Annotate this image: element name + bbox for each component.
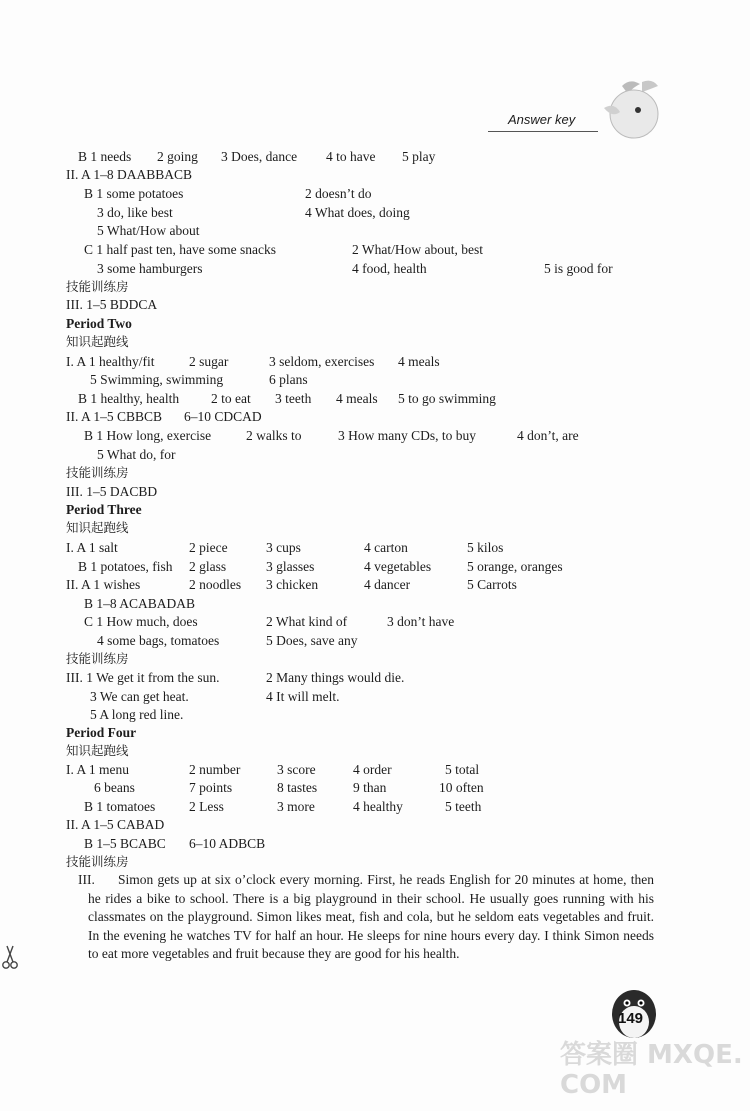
answer-item: III. 1–5 BDDCA (66, 297, 158, 312)
subsection-heading: 技能训练房 (66, 279, 129, 294)
answer-item: 6 plans (269, 372, 308, 387)
answer-item: 5 Carrots (467, 577, 517, 592)
answer-item: 3 cups (266, 540, 301, 555)
answer-item: 6 beans (94, 780, 135, 795)
answer-item: 2 noodles (189, 577, 242, 592)
answer-item: I. A 1 salt (66, 540, 118, 555)
answer-item: 3 more (277, 799, 315, 814)
answer-item: B 1 How long, exercise (84, 428, 212, 443)
answer-item: B 1 needs (78, 149, 132, 164)
answer-item: 3 glasses (266, 559, 315, 574)
answer-item: 4 order (353, 762, 392, 777)
header-decoration (600, 78, 662, 153)
answer-item: 4 to have (326, 149, 376, 164)
answer-item: 3 do, like best (97, 205, 173, 220)
answer-item: 4 meals (398, 354, 440, 369)
answer-item: II. A 1–5 CBBCB (66, 409, 163, 424)
answer-item: 9 than (353, 780, 387, 795)
answer-item: 4 It will melt. (266, 689, 340, 704)
subsection-heading: 知识起跑线 (66, 334, 129, 349)
answer-item: 3 chicken (266, 577, 319, 592)
answer-item: II. A 1–8 DAABBACB (66, 167, 193, 182)
answer-item: C 1 half past ten, have some snacks (84, 242, 276, 257)
answer-item: 4 meals (336, 391, 378, 406)
answer-item: 10 often (439, 780, 484, 795)
answer-key-heading: Answer key (508, 112, 576, 127)
answer-item: 4 carton (364, 540, 408, 555)
header-rule (488, 131, 598, 132)
answer-item: 5 is good for (544, 261, 613, 276)
answer-item: 2 number (189, 762, 241, 777)
answer-item: I. A 1 menu (66, 762, 129, 777)
answer-item: 2 What/How about, best (352, 242, 483, 257)
answer-item: 2 Many things would die. (266, 670, 405, 685)
subsection-heading: 知识起跑线 (66, 743, 129, 758)
answer-item: III. 1–5 DACBD (66, 484, 158, 499)
answer-item: 3 some hamburgers (97, 261, 203, 276)
page-number: 149 (618, 1010, 644, 1027)
answer-item: 5 What/How about (97, 223, 200, 238)
answer-item: 6–10 CDCAD (184, 409, 262, 424)
answer-item: 4 some bags, tomatoes (97, 633, 220, 648)
answer-item: 2 walks to (246, 428, 302, 443)
section-heading: Period Two (66, 316, 132, 331)
subsection-heading: 技能训练房 (66, 465, 129, 480)
answer-item: 4 vegetables (364, 559, 432, 574)
answer-item: 5 teeth (445, 799, 482, 814)
answer-item: C 1 How much, does (84, 614, 198, 629)
answer-item: 4 What does, doing (305, 205, 410, 220)
answer-item: B 1 potatoes, fish (78, 559, 173, 574)
answer-item: I. A 1 healthy/fit (66, 354, 155, 369)
answer-item: 3 How many CDs, to buy (338, 428, 476, 443)
subsection-heading: 知识起跑线 (66, 520, 129, 535)
answer-item: II. A 1–5 CABAD (66, 817, 165, 832)
answer-item: B 1 some potatoes (84, 186, 184, 201)
answer-item: II. A 1 wishes (66, 577, 141, 592)
answer-item: 5 orange, oranges (467, 559, 563, 574)
answer-item: 3 don’t have (387, 614, 455, 629)
answer-item: 5 kilos (467, 540, 504, 555)
answer-item: B 1–5 BCABC (84, 836, 166, 851)
essay-label: III. (78, 872, 95, 887)
answer-item: 4 healthy (353, 799, 403, 814)
watermark: 答案圈 MXQE.COM (560, 1040, 743, 1100)
answer-item: 5 A long red line. (90, 707, 184, 722)
subsection-heading: 技能训练房 (66, 854, 129, 869)
answer-item: 2 piece (189, 540, 228, 555)
answer-item: 4 food, health (352, 261, 427, 276)
section-heading: Period Three (66, 502, 142, 517)
answer-item: B 1 tomatoes (84, 799, 156, 814)
answer-item: 6–10 ADBCB (189, 836, 266, 851)
answer-item: 7 points (189, 780, 233, 795)
subsection-heading: 技能训练房 (66, 651, 129, 666)
answer-item: III. 1 We get it from the sun. (66, 670, 220, 685)
answer-item: 2 doesn’t do (305, 186, 372, 201)
answer-item: 5 to go swimming (398, 391, 496, 406)
answer-item: 5 Does, save any (266, 633, 358, 648)
answer-item: 2 going (157, 149, 198, 164)
answer-item: 2 sugar (189, 354, 229, 369)
answer-item: 3 seldom, exercises (269, 354, 375, 369)
answer-item: 3 Does, dance (221, 149, 298, 164)
answer-item: 5 play (402, 149, 436, 164)
answer-item: B 1 healthy, health (78, 391, 180, 406)
essay-paragraph: Simon gets up at six o’clock every morning. First, he reads English for 20 minutes at home, then he rides a bike to school. There is a big playground in their school. He usually goes running with his classmates on the playground. Simon likes meat, fish and cola, but he seldom eats vegetables and fruit. In the evening he watches TV for half an hour. He sleeps for nine hours every day. I think Simon needs to eat more vegetables and fruit because they are good for his health. (88, 872, 654, 962)
answer-item: 8 tastes (277, 780, 318, 795)
answer-item: 2 glass (189, 559, 227, 574)
answer-item: 3 score (277, 762, 316, 777)
answer-item: B 1–8 ACABADAB (84, 596, 196, 611)
answer-item: 5 What do, for (97, 447, 176, 462)
answer-item: 5 total (445, 762, 480, 777)
scissors-icon (2, 944, 18, 975)
answer-item: 5 Swimming, swimming (90, 372, 224, 387)
section-heading: Period Four (66, 725, 137, 740)
answer-item: 3 teeth (275, 391, 312, 406)
answer-item: 4 dancer (364, 577, 411, 592)
answer-item: 4 don’t, are (517, 428, 579, 443)
answer-item: 2 What kind of (266, 614, 348, 629)
answer-item: 2 to eat (211, 391, 251, 406)
answer-item: 3 We can get heat. (90, 689, 189, 704)
answer-item: 2 Less (189, 799, 224, 814)
